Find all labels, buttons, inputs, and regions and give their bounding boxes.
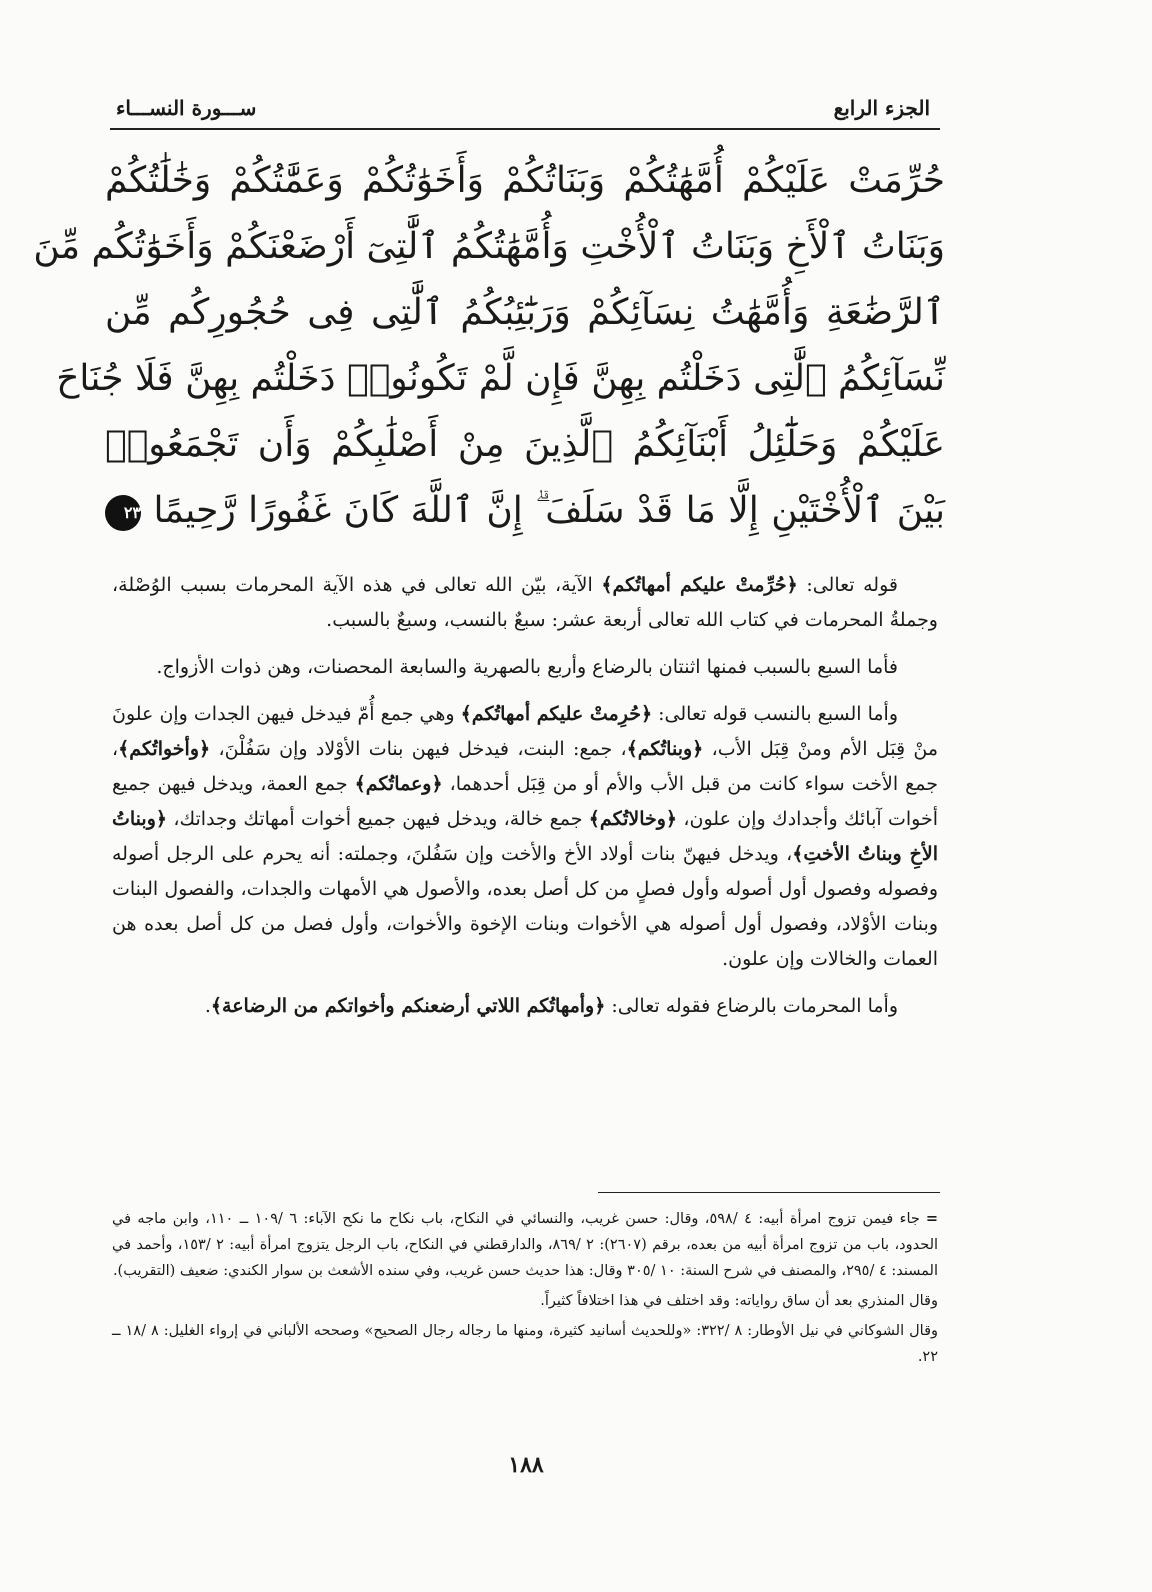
quoted-verse: ﴿وبناتُ الأخِ وبناتُ الأختِ﴾	[112, 808, 938, 865]
running-header	[110, 92, 940, 130]
quoted-verse: ﴿وبناتُكم﴾	[626, 738, 704, 760]
verse-line: عَلَيْكُمْ وَحَلَٰٓئِلُ أَبْنَآئِكُمُ ٱلَّذِينَ مِنْ أَصْلَٰبِكُمْ وَأَن تَجْمَعُوا۟	[105, 424, 945, 465]
verse-line: نِّسَآئِكُمُ ٱلَّٰتِى دَخَلْتُم بِهِنَّ فَإِن لَّمْ تَكُونُوا۟ دَخَلْتُم بِهِنَّ فَلَا جُنَاحَ	[56, 358, 945, 399]
continuation-mark: =	[925, 1210, 938, 1227]
tafsir-paragraph-3	[112, 697, 938, 977]
verse-line-text: بَيْنَ ٱلْأُخْتَيْنِ إِلَّا مَا قَدْ سَلَفَ ۗ إِنَّ ٱللَّهَ كَانَ غَفُورًا رَّحِيمًا	[153, 490, 945, 531]
tafsir-text: جمع خالة، ويدخل فيهن جميع أخوات أمهاتك وجداتك،	[167, 808, 589, 830]
quoted-verse: ﴿حُرِّمتْ عليكم أمهاتُكم﴾	[601, 574, 798, 596]
quoted-verse: ﴿وأمهاتُكم اللاتي أرضعنكم وأخواتكم من الرضاعة﴾	[210, 995, 606, 1017]
tafsir-paragraph-1	[112, 568, 938, 638]
tafsir-text: ، جمع الأخت سواء كانت من قبل الأب والأم أو من قِبَل أحدهما،	[112, 738, 938, 795]
footnotes	[112, 1206, 938, 1374]
footnote-divider	[598, 1192, 940, 1193]
quoted-verse: ﴿وأخواتُكم﴾	[118, 738, 211, 760]
tafsir-text: وهي جمع أُمّ فيدخل فيهن الجدات وإن علونَ منْ قِبَل الأم ومنْ قِبَل الأب،	[112, 703, 938, 760]
verse-line-last	[105, 478, 945, 544]
verse-line: وَبَنَاتُ ٱلْأَخِ وَبَنَاتُ ٱلْأُخْتِ وَأُمَّهَٰتُكُمُ ٱلَّٰتِىٓ أَرْضَعْنَكُمْ وَأَخَوَٰتُكُم مِّنَ	[33, 226, 945, 267]
tafsir-paragraph-4	[112, 989, 938, 1024]
tafsir-text: قوله تعالى:	[797, 574, 898, 596]
surah-title: ســـورة النســـاء	[116, 96, 257, 120]
quran-verse-block	[33, 148, 945, 544]
tafsir-text: ، جمع: البنت، فيدخل فيهن بنات الأوْلاد وإن سَفُلْنَ،	[210, 738, 627, 760]
tafsir-text: جمع العمة، ويدخل فيهن جميع أخوات آبائك وأجدادك وإن علون،	[112, 773, 938, 830]
quoted-verse: ﴿حُرِمتْ عليكم أمهاتُكم﴾	[460, 703, 653, 725]
verse-line: حُرِّمَتْ عَلَيْكُمْ أُمَّهَٰتُكُمْ وَبَنَاتُكُمْ وَأَخَوَٰتُكُمْ وَعَمَّٰتُكُمْ وَخَٰلَٰتُكُمْ	[105, 160, 945, 201]
tafsir-paragraph-2: فأما السبع بالسبب فمنها اثنتان بالرضاع وأربع بالصهرية والسابعة المحصنات، وهن ذوات الأزواج.	[156, 656, 898, 678]
footnote: وقال الشوكاني في نيل الأوطار: ٨ /٣٢٢: «وللحديث أسانيد كثيرة، ومنها ما رجاله رجال الصحيح» وصححه الألباني في إرواء الغليل: ٨ /١٨ ــ ٢٢.	[112, 1323, 939, 1365]
tafsir-text: .	[204, 995, 211, 1017]
tafsir-text: وأما المحرمات بالرضاع فقوله تعالى:	[605, 995, 898, 1017]
tafsir-text: الآية، بيّن الله تعالى في هذه الآية المحرمات بسبب الوُصْلة، وجملةُ المحرمات في كتاب الله تعالى أربعة عشر: سبعٌ بالنسب، وسبعٌ بالسبب.	[112, 574, 938, 631]
quoted-verse: ﴿وعماتُكم﴾	[354, 773, 443, 795]
juz-title: الجزء الرابع	[833, 96, 930, 120]
footnote: وقال المنذري بعد أن ساق رواياته: وقد اختلف في هذا اختلافاً كثيراً.	[540, 1293, 938, 1309]
tafsir-text: وأما السبع بالنسب قوله تعالى:	[652, 703, 898, 725]
ayah-number-marker: ٢٣	[105, 495, 141, 531]
verse-line: ٱلرَّضَٰعَةِ وَأُمَّهَٰتُ نِسَآئِكُمْ وَرَبَٰٓئِبُكُمُ ٱلَّٰتِى فِى حُجُورِكُم مِّن	[105, 292, 945, 333]
page-number: ١٨٨	[508, 1452, 544, 1478]
footnote-text: جاء فيمن تزوج امرأة أبيه: ٤ /٥٩٨، وقال: حسن غريب، والنسائي في النكاح، باب نكاح ما نكح الآباء: ٦ /١٠٩ ــ ١١٠، وابن ماجه في الحدود، باب من تزوج امرأة أبيه من بعده، برقم (٢٦٠٧): ٢ /٨٦٩، والدارقطني في النكاح، باب الرجل يتزوج امرأة أبيه: ٢ /١٥٣، وأحمد في المسند: ٤ /٢٩٥، والمصنف في شرح السنة: ١٠ /٣٠٥ وقال: هذا حديث حسن غريب، وفي سنده الأشعث بن سوار الكندي: ضعيف (التقريب).	[112, 1211, 939, 1279]
footnote	[112, 1206, 938, 1284]
tafsir-commentary	[112, 568, 938, 1036]
tafsir-text: ، ويدخل فيهنّ بنات أولاد الأخ والأخت وإن سَفُلنَ، وجملته: أنه يحرم على الرجل أصوله وفصوله وفصول أول أصوله وأول فصلٍ من كل أصل بعده، والأصول هي الأمهات والجدات، والفصول البنات وبنات الأوْلاد، وفصول أول أصوله هي الأخوات وبنات الإخوة والأخوات، وأول فصل من كل أصل بعده هن العمات والخالات وإن علون.	[112, 843, 938, 970]
quoted-verse: ﴿وخالاتُكم﴾	[588, 808, 678, 830]
